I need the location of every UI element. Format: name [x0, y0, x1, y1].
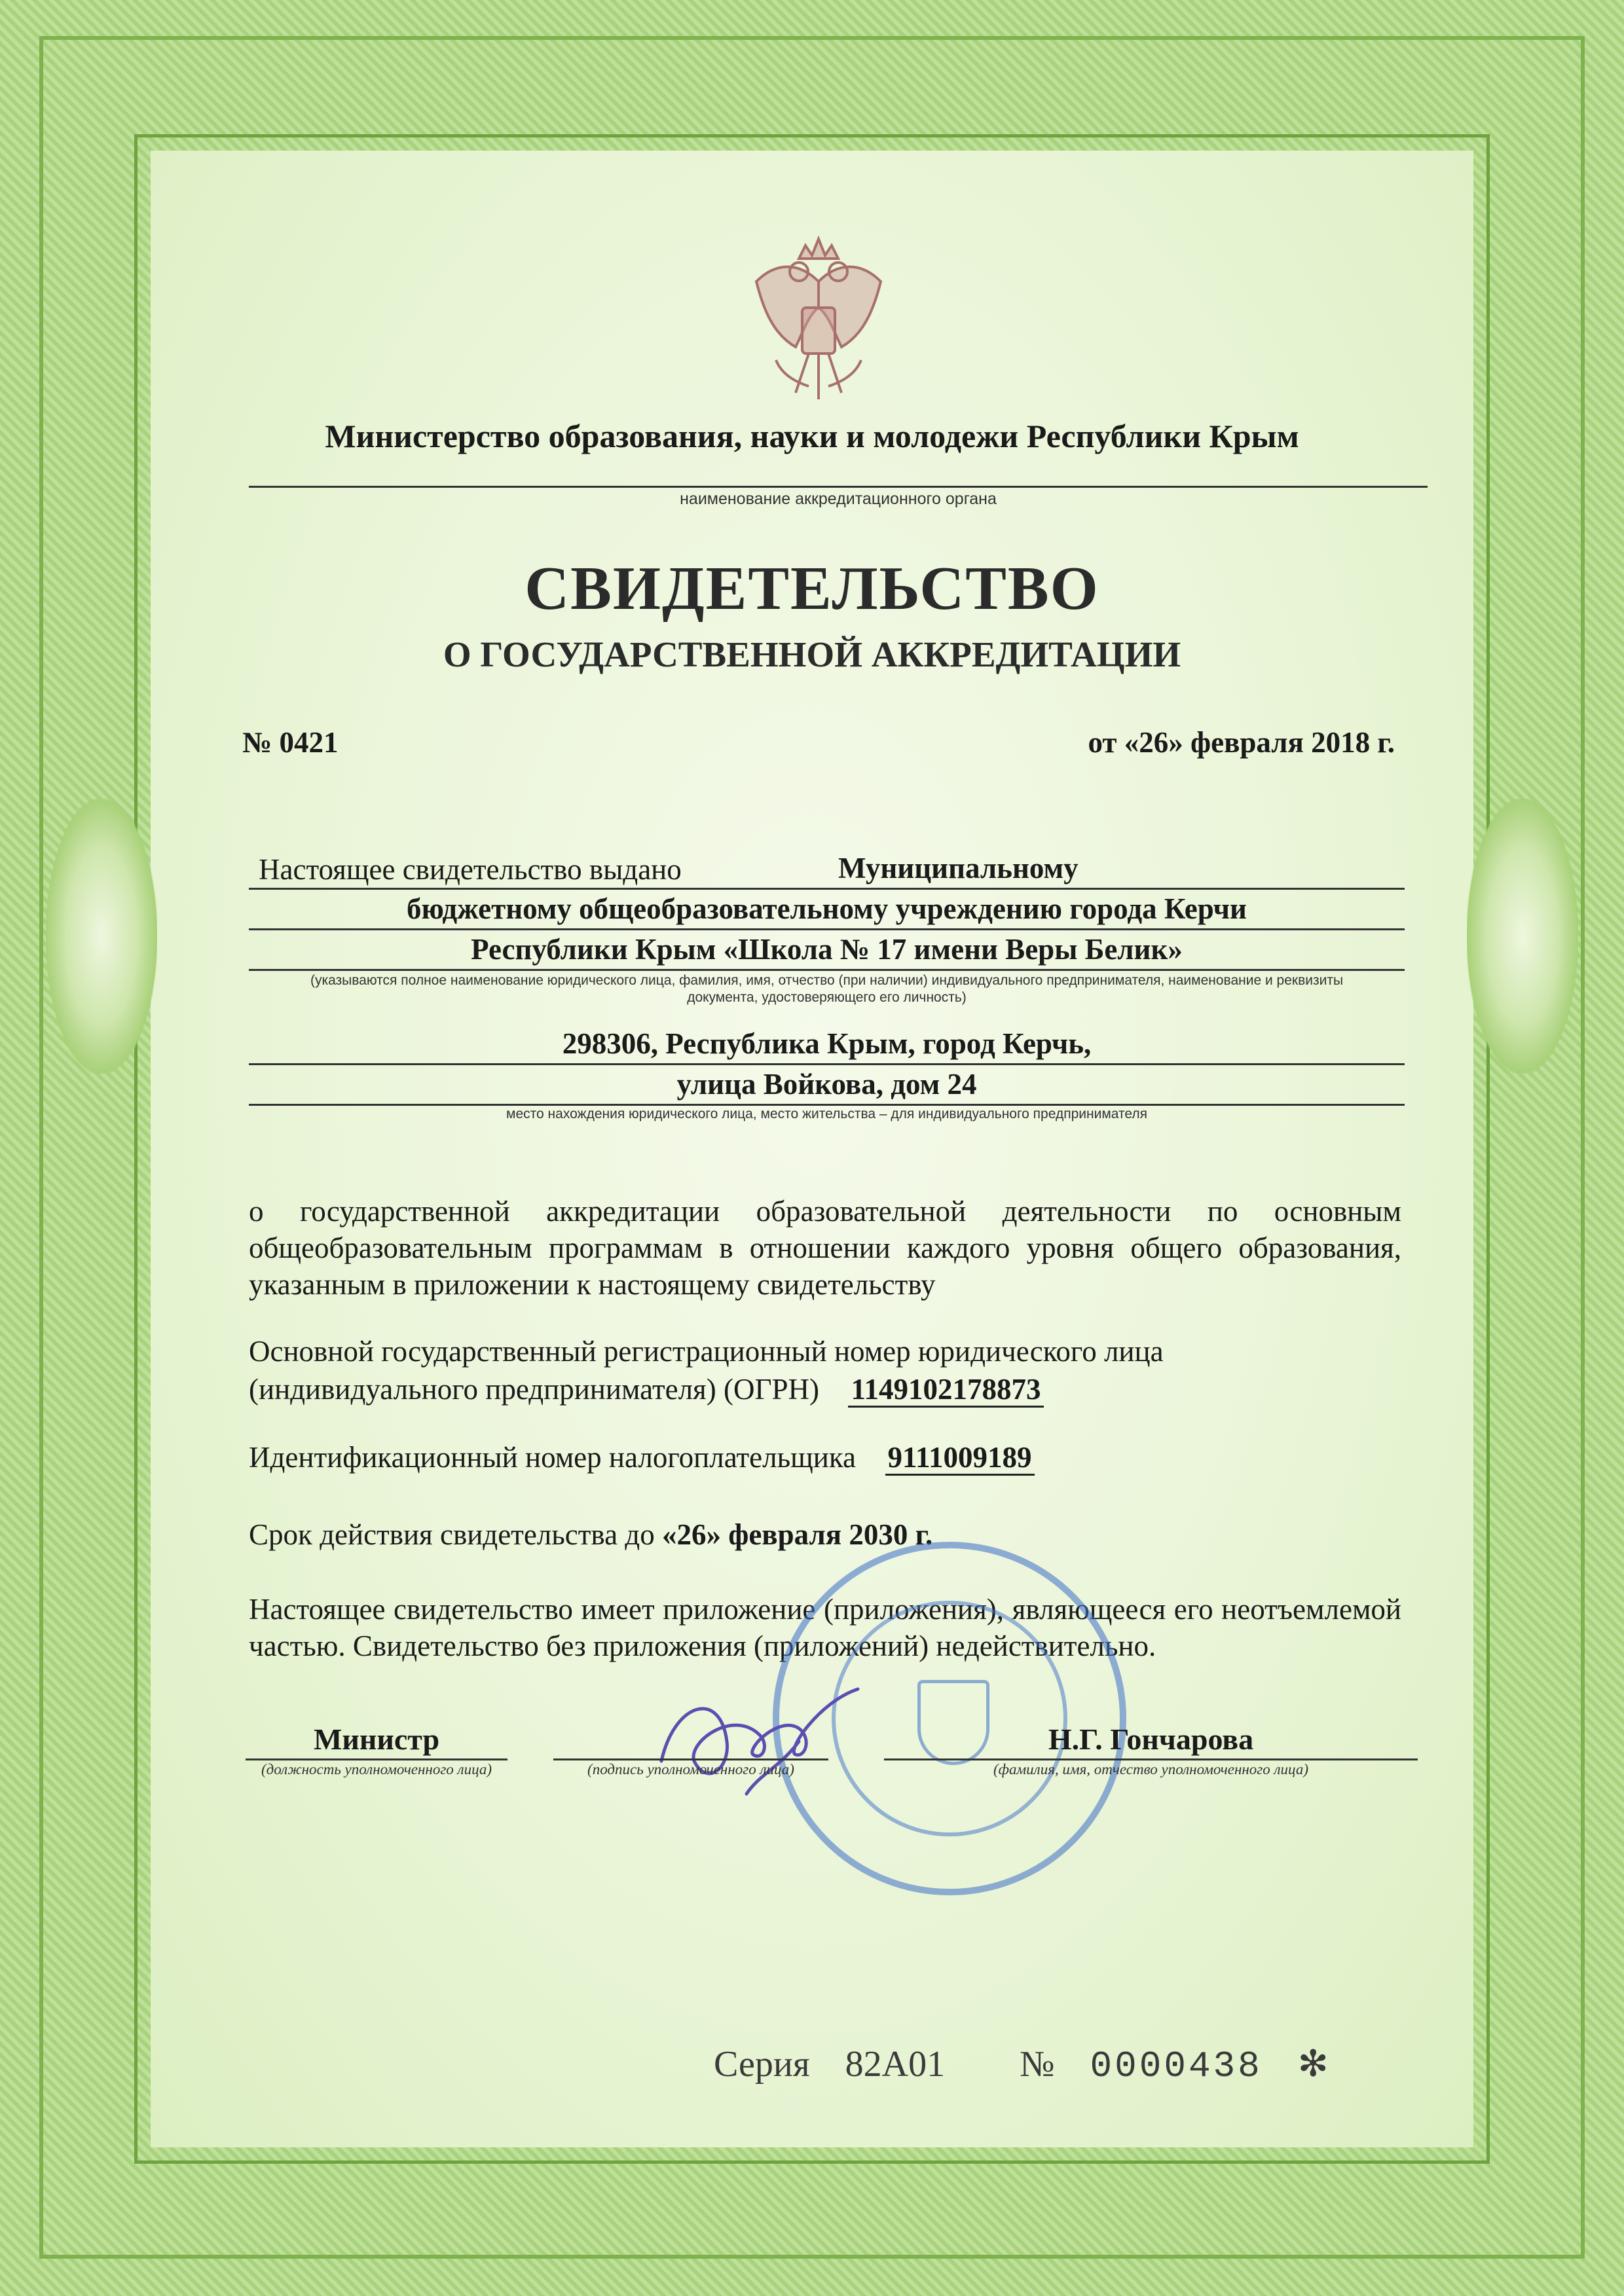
issued-to-rule3: [249, 969, 1405, 971]
signature-caption: (подпись уполномоченного лица): [587, 1761, 794, 1777]
signatory-position: Министр: [313, 1722, 440, 1756]
authority-name: Министерство образования, науки и молодежи Республики Крым: [325, 418, 1299, 454]
document-subtitle: О ГОСУДАРСТВЕННОЙ АККРЕДИТАЦИИ: [443, 634, 1181, 674]
validity-row: [249, 1518, 932, 1552]
name-caption: (фамилия, имя, отчество уполномоченного лица): [993, 1761, 1308, 1777]
issued-to-rule2: [249, 928, 1405, 930]
right-ornament: [1467, 799, 1578, 1074]
accreditation-text: о государственной аккредитации образовательной деятельности по основным общеобразовательным программам в отношении каждого уровня общего образования, указанным в приложении к настоящему свидетельству: [249, 1195, 1401, 1301]
issued-to-line3: Республики Крым «Школа № 17 имени Веры Белик»: [471, 933, 1183, 966]
address-rule1: [249, 1063, 1405, 1065]
address-rule2: [249, 1104, 1405, 1106]
validity-label: Срок действия свидетельства до: [249, 1518, 655, 1551]
position-rule: [246, 1758, 507, 1760]
ogrn-row: [249, 1372, 1044, 1406]
issued-to-label: Настоящее свидетельство выдано: [259, 853, 682, 886]
issued-to-rule1: [249, 888, 1405, 890]
signatory-name: Н.Г. Гончарова: [1048, 1722, 1254, 1756]
authority-rule: [249, 486, 1428, 488]
inn-row: [249, 1440, 1035, 1474]
issued-to-caption2: документа, удостоверяющего его личность): [687, 990, 967, 1005]
form-number-label: №: [1020, 2044, 1055, 2085]
form-series: [714, 2043, 1355, 2087]
name-rule: [884, 1758, 1418, 1760]
signature-icon: [648, 1663, 884, 1820]
ogrn-label-line2: (индивидуального предпринимателя) (ОГРН): [249, 1373, 819, 1406]
address-line1: 298306, Республика Крым, город Керчь,: [562, 1027, 1092, 1060]
issue-date: от «26» февраля 2018 г.: [1088, 726, 1395, 759]
address-caption: место нахождения юридического лица, место жительства – для индивидуального предпринимателя: [506, 1106, 1147, 1121]
ogrn-label-line1: Основной государственный регистрационный номер юридического лица: [249, 1335, 1164, 1368]
asterisk-icon: ✻: [1297, 2044, 1329, 2085]
ogrn-value: 1149102178873: [848, 1373, 1043, 1408]
validity-value: «26» февраля 2030 г.: [661, 1518, 933, 1551]
series-value: 82А01: [845, 2044, 946, 2085]
inn-label: Идентификационный номер налогоплательщика: [249, 1441, 857, 1474]
authority-caption: наименование аккредитационного органа: [680, 490, 997, 508]
signature-rule: [553, 1758, 828, 1760]
left-ornament: [46, 799, 157, 1074]
issued-to-caption1: (указываются полное наименование юридического лица, фамилия, имя, отчество (при наличии) индивидуального предпринимателя, наименование и реквизиты: [310, 973, 1344, 988]
issued-to-line1: Муниципальному: [838, 852, 1079, 884]
address-line2: улица Войкова, дом 24: [676, 1068, 977, 1101]
inn-value: 9111009189: [885, 1441, 1035, 1476]
form-number-value: 0000438: [1090, 2045, 1263, 2087]
series-label: Серия: [714, 2044, 810, 2085]
issued-to-line2: бюджетному общеобразовательному учреждению города Керчи: [407, 892, 1247, 925]
coat-of-arms-icon: [737, 236, 900, 412]
certificate-number: № 0421: [242, 726, 339, 759]
appendix-text: Настоящее свидетельство имеет приложение (приложения), являющееся его неотъемлемой частью. Свидетельство без приложения (приложений) недействительно.: [249, 1593, 1401, 1662]
position-caption: (должность уполномоченного лица): [261, 1761, 492, 1777]
document-title: СВИДЕТЕЛЬСТВО: [525, 555, 1099, 623]
